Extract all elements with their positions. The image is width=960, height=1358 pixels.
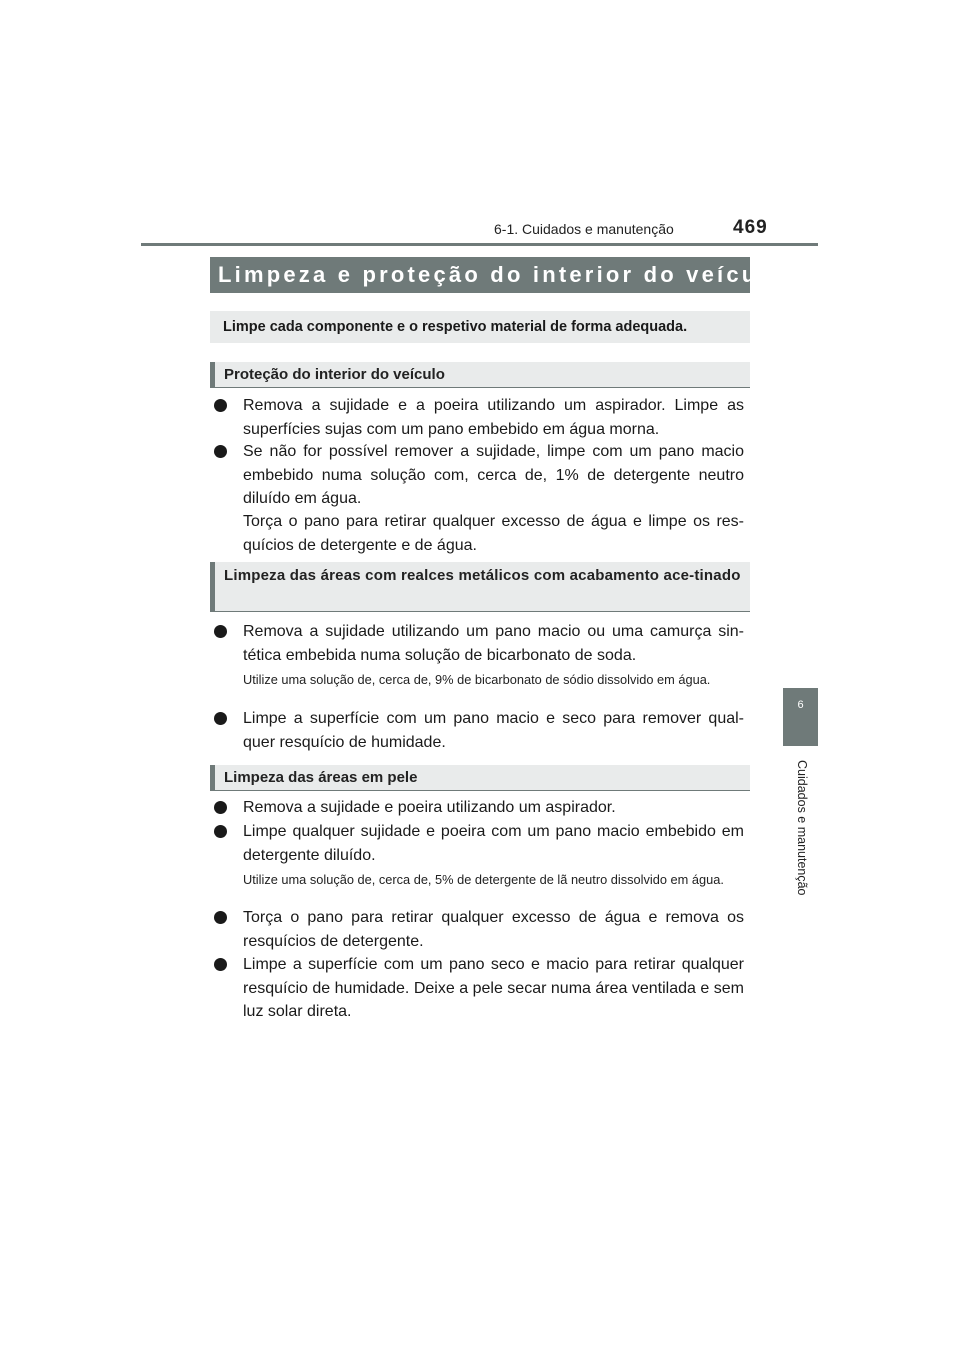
chapter-tab-label: Cuidados e manutenção	[795, 760, 809, 896]
list-item	[214, 820, 744, 867]
bullet-icon	[214, 625, 227, 638]
bullet-icon	[214, 399, 227, 412]
list-item-text: Limpe qualquer sujidade e poeira com um pano macio embebido em detergente diluído.	[243, 823, 744, 864]
chapter-tab-number: 6	[797, 699, 804, 711]
bullet-icon	[214, 958, 227, 971]
intro-box: Limpe cada componente e o respetivo material de forma adequada.	[210, 311, 750, 343]
list-item-text: Torça o pano para retirar qualquer excesso de água e limpe os res-quícios de detergente e de água.	[243, 513, 744, 554]
bullet-icon	[214, 801, 227, 814]
bullet-icon	[214, 825, 227, 838]
list-item	[214, 796, 744, 820]
note-text: Utilize uma solução de, cerca de, 9% de bicarbonato de sódio dissolvido em água.	[243, 672, 711, 687]
list-item	[214, 440, 744, 511]
section-heading-leather: Limpeza das áreas em pele	[210, 765, 750, 791]
list-item-text: Torça o pano para retirar qualquer excesso de água e remova os resquícios de detergente.	[243, 909, 744, 950]
list-item	[214, 906, 744, 953]
page-number: 469	[733, 217, 768, 238]
chapter-tab	[783, 688, 818, 746]
bullet-icon	[214, 911, 227, 924]
list-item	[214, 394, 744, 441]
list-item	[214, 953, 744, 1024]
list-item-continuation	[214, 510, 744, 557]
list-item	[214, 707, 744, 754]
page-title: Limpeza e proteção do interior do veículo	[210, 257, 750, 293]
list-item-text: Remova a sujidade utilizando um pano macio ou uma camurça sin-tética embebida numa solução de bicarbonato de soda.	[243, 623, 744, 664]
list-item-text: Remova a sujidade e a poeira utilizando um aspirador. Limpe as superfícies sujas com um pano embebido em água morna.	[243, 397, 744, 438]
list-item-text: Limpe a superfície com um pano seco e macio para retirar qualquer resquício de humidade. Deixe a pele secar numa área ventilada e sem luz solar direta.	[243, 956, 744, 1020]
section-heading-interior-protection: Proteção do interior do veículo	[210, 362, 750, 388]
note-text: Utilize uma solução de, cerca de, 5% de detergente de lã neutro dissolvido em água.	[243, 872, 724, 887]
running-header-section: 6-1. Cuidados e manutenção	[494, 221, 674, 237]
list-item-text: Limpe a superfície com um pano macio e seco para remover qual-quer resquício de humidade.	[243, 710, 744, 751]
bullet-icon	[214, 712, 227, 725]
list-item-text: Se não for possível remover a sujidade, limpe com um pano macio embebido numa solução com, cerca de, 1% de detergente neutro diluído em água.	[243, 443, 744, 507]
header-rule	[141, 243, 818, 246]
section-heading-satin-metal: Limpeza das áreas com realces metálicos com acabamento ace-tinado	[210, 562, 750, 612]
bullet-icon	[214, 445, 227, 458]
list-item-text: Remova a sujidade e poeira utilizando um aspirador.	[243, 799, 616, 816]
list-item	[214, 620, 744, 667]
